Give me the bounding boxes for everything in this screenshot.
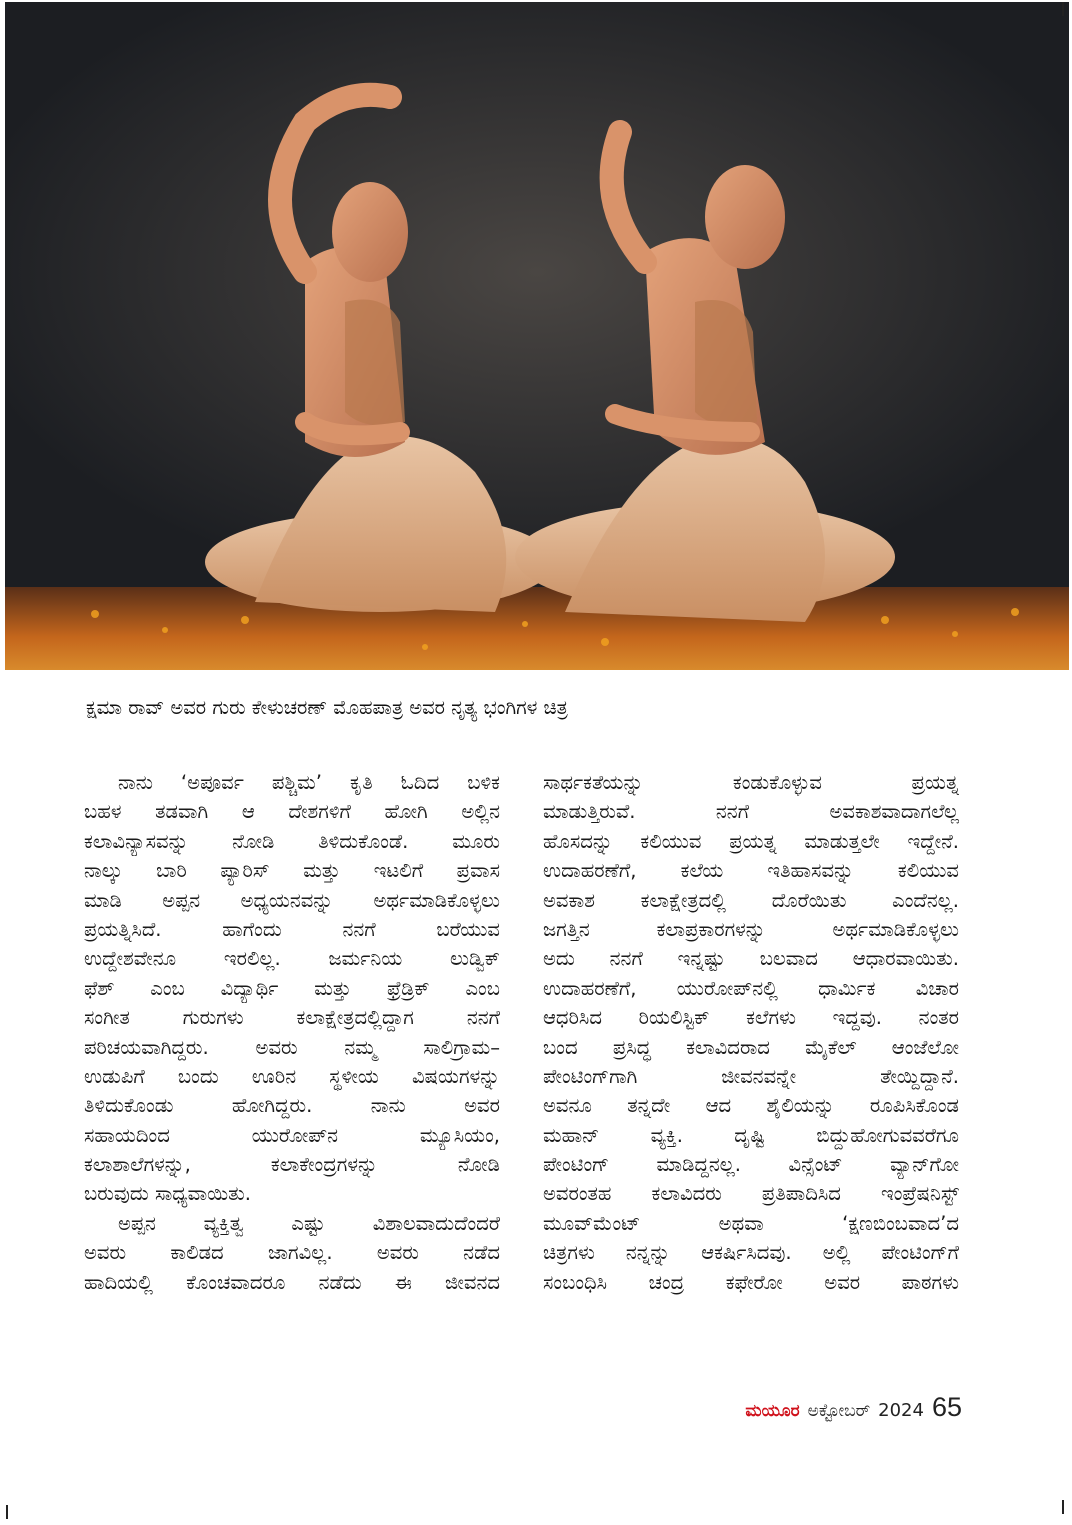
text-line: ಮಾಡುತ್ತಿರುವೆ. ನನಗೆ ಅವಕಾಶವಾದಾಗಲೆಲ್ಲ xyxy=(543,800,959,824)
text-line: ಆಧರಿಸಿದ ರಿಯಲಿಸ್ಟಿಕ್ ಕಲೆಗಳು ಇದ್ದವು. ನಂತರ xyxy=(543,1006,959,1030)
text-line: ಅಪ್ಪನ ವ್ಯಕ್ತಿತ್ವ ಎಷ್ಟು ವಿಶಾಲವಾದುದೆಂದರೆ xyxy=(118,1211,500,1235)
text-line: ಅದು ನನಗೆ ಇನ್ನಷ್ಟು ಬಲವಾದ ಆಧಾರವಾಯಿತು. xyxy=(543,947,959,971)
dancers-photo xyxy=(5,2,1069,670)
text-line: ಕಲಾವಿನ್ಯಾಸವನ್ನು ನೋಡಿ ತಿಳಿದುಕೊಂಡೆ. ಮೂರು xyxy=(84,829,500,853)
text-line: ಪ್ರಯತ್ನಿಸಿದೆ. ಹಾಗೆಂದು ನನಗೆ ಬರೆಯುವ xyxy=(84,917,500,941)
text-line: ಪೇಂಟಿಂಗ್‌ಗಾಗಿ ಜೀವನವನ್ನೇ ತೇಯ್ದಿದ್ದಾನೆ. xyxy=(543,1064,959,1088)
text-line: ಬಹಳ ತಡವಾಗಿ ಆ ದೇಶಗಳಿಗೆ ಹೋಗಿ ಅಲ್ಲಿನ xyxy=(84,800,500,824)
text-line: ಪೇಂಟಿಂಗ್ ಮಾಡಿದ್ದನಲ್ಲ. ವಿನ್ಸೆಂಟ್ ವ್ಯಾನ್‌ಗೋ xyxy=(543,1153,959,1177)
text-line: ಉದಾಹರಣೆಗೆ, ಯುರೋಪ್‌ನಲ್ಲಿ ಧಾರ್ಮಿಕ ವಿಚಾರ xyxy=(543,976,959,1000)
text-line: ಅವರು ಕಾಲಿಡದ ಜಾಗವಿಲ್ಲ. ಅವರು ನಡೆದ xyxy=(84,1241,500,1265)
text-line: ಬರುವುದು ಸಾಧ್ಯವಾಯಿತು. xyxy=(84,1182,252,1206)
magazine-brand: ಮಯೂರ xyxy=(745,1401,800,1421)
text-line: ಹೊಸದನ್ನು ಕಲಿಯುವ ಪ್ರಯತ್ನ ಮಾಡುತ್ತಲೇ ಇದ್ದೇನೆ. xyxy=(543,829,959,853)
text-line: ಉದ್ದೇಶವೇನೂ ಇರಲಿಲ್ಲ. ಜರ್ಮನಿಯ ಲುಡ್ವಿಕ್ xyxy=(84,947,500,971)
page-footer xyxy=(745,1392,962,1428)
text-line: ಮಾಡಿ ಅಪ್ಪನ ಅಧ್ಯಯನವನ್ನು ಅರ್ಥಮಾಡಿಕೊಳ್ಳಲು xyxy=(84,888,500,912)
text-line: ಅವನೂ ತನ್ನದೇ ಆದ ಶೈಲಿಯನ್ನು ರೂಪಿಸಿಕೊಂಡ xyxy=(543,1094,959,1118)
text-line: ಹಾದಿಯಲ್ಲಿ ಕೊಂಚವಾದರೂ ನಡೆದು ಈ ಜೀವನದ xyxy=(84,1270,500,1294)
text-line: ಬಂದ ಪ್ರಸಿದ್ಧ ಕಲಾವಿದರಾದ ಮೈಕೆಲ್ ಆಂಜೆಲೋ xyxy=(543,1035,959,1059)
text-line: ಫೆಶ್ ಎಂಬ ವಿದ್ಯಾರ್ಥಿ ಮತ್ತು ಫ್ರೆಡ್ರಿಕ್ ಎಂಬ xyxy=(84,976,500,1000)
text-line: ಕಲಾಶಾಲೆಗಳನ್ನು, ಕಲಾಕೇಂದ್ರಗಳನ್ನು ನೋಡಿ xyxy=(84,1153,500,1177)
text-line: ಮಹಾನ್ ವ್ಯಕ್ತಿ. ದೃಷ್ಟಿ ಬಿದ್ದುಹೋಗುವವರೆಗೂ xyxy=(543,1123,959,1147)
text-line: ಉದಾಹರಣೆಗೆ, ಕಲೆಯ ಇತಿಹಾಸವನ್ನು ಕಲಿಯುವ xyxy=(543,859,959,883)
text-line: ಸಾರ್ಥಕತೆಯನ್ನು ಕಂಡುಕೊಳ್ಳುವ ಪ್ರಯತ್ನ xyxy=(543,771,959,794)
issue-year: 2024 xyxy=(878,1400,924,1421)
text-line: ಮೂವ್‌ಮೆಂಟ್ ಅಥವಾ ‘ಕ್ಷಣಬಿಂಬವಾದ’ದ xyxy=(543,1211,959,1235)
text-line: ಜಗತ್ತಿನ ಕಲಾಪ್ರಕಾರಗಳನ್ನು ಅರ್ಥಮಾಡಿಕೊಳ್ಳಲು xyxy=(543,917,959,941)
page-number: 65 xyxy=(931,1392,962,1422)
text-line: ಉಡುಪಿಗೆ ಬಂದು ಊರಿನ ಸ್ಥಳೀಯ ವಿಷಯಗಳನ್ನು xyxy=(84,1064,500,1088)
article-column-left xyxy=(84,768,500,1297)
crop-mark xyxy=(1062,1500,1064,1514)
photo-caption: ಕ್ಷಮಾ ರಾವ್ ಅವರ ಗುರು ಕೇಳುಚರಣ್ ಮೊಹಪಾತ್ರ ಅವರ ನೃತ್ಯ ಭಂಗಿಗಳ ಚಿತ್ರ xyxy=(86,696,568,719)
issue-month: ಅಕ್ಟೋಬರ್ xyxy=(807,1401,871,1421)
article-column-right xyxy=(543,768,959,1297)
text-line: ನಾಲ್ಕು ಬಾರಿ ಪ್ಯಾರಿಸ್ ಮತ್ತು ಇಟಲಿಗೆ ಪ್ರವಾಸ xyxy=(84,859,500,883)
text-line: ಸಹಾಯದಿಂದ ಯುರೋಪ್‌ನ ಮ್ಯೂಸಿಯಂ, xyxy=(84,1123,500,1147)
crop-mark xyxy=(6,1505,8,1519)
text-line: ಅವಕಾಶ ಕಲಾಕ್ಷೇತ್ರದಲ್ಲಿ ದೊರೆಯಿತು ಎಂದೆನಲ್ಲ. xyxy=(543,888,959,912)
crop-mark xyxy=(1062,2,1064,16)
text-line: ಸಂಗೀತ ಗುರುಗಳು ಕಲಾಕ್ಷೇತ್ರದಲ್ಲಿದ್ದಾಗ ನನಗೆ xyxy=(84,1006,500,1030)
text-line: ತಿಳಿದುಕೊಂಡು ಹೋಗಿದ್ದರು. ನಾನು ಅವರ xyxy=(84,1094,500,1118)
text-line: ಚಿತ್ರಗಳು ನನ್ನನ್ನು ಆಕರ್ಷಿಸಿದವು. ಅಲ್ಲಿ ಪೇಂಟಿಂಗ್‌ಗೆ xyxy=(543,1241,959,1265)
text-line: ಅವರಂತಹ ಕಲಾವಿದರು ಪ್ರತಿಪಾದಿಸಿದ ಇಂಪ್ರೆಷನಿಸ್ಟ್ xyxy=(543,1182,959,1206)
text-line: ಸಂಬಂಧಿಸಿ ಚಂದ್ರ ಕಫೇರೋ ಅವರ ಪಾಠಗಳು xyxy=(543,1270,959,1294)
text-line: ನಾನು ‘ಅಪೂರ್ವ ಪಶ್ಚಿಮ’ ಕೃತಿ ಓದಿದ ಬಳಿಕ xyxy=(118,771,500,794)
text-line: ಪರಿಚಯವಾಗಿದ್ದರು. ಅವರು ನಮ್ಮ ಸಾಲಿಗ್ರಾಮ– xyxy=(84,1035,500,1059)
